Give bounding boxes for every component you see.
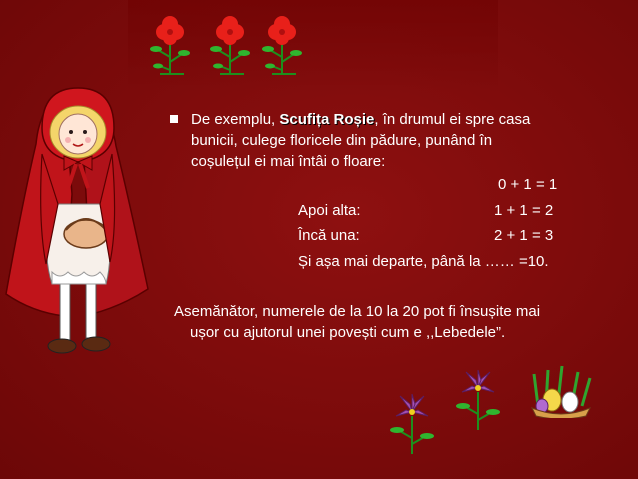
little-red-riding-hood-illustration bbox=[2, 84, 152, 359]
bullet-line-2: bunicii, culege floricele din pădure, punând în bbox=[191, 132, 493, 149]
equation-expr: 0 + 1 = 1 bbox=[498, 176, 558, 193]
paragraph-line-1: Asemănător, numerele de la 10 la 20 pot fi însușite mai bbox=[174, 303, 541, 320]
paragraph-line-2: ușor cu ajutorul unei povești cum e ,,Lebedele”. bbox=[190, 324, 506, 341]
bullet-marker bbox=[170, 115, 178, 123]
last-line: Și așa mai departe, până la …… =10. bbox=[298, 253, 549, 270]
red-flower-icon bbox=[252, 12, 312, 82]
equation-expr: 1 + 1 = 2 bbox=[494, 202, 554, 219]
highlight-title: Scufița Roșie bbox=[279, 111, 375, 128]
bullet-prefix: De exemplu, bbox=[191, 111, 280, 128]
easter-basket-icon bbox=[528, 362, 594, 418]
purple-flower-icon bbox=[382, 390, 442, 460]
red-flower-icon bbox=[200, 12, 260, 82]
purple-flower-icon bbox=[448, 366, 508, 436]
red-flower-icon bbox=[140, 12, 200, 82]
bullet-line-1 bbox=[191, 110, 530, 129]
equation-label: Încă una: bbox=[298, 227, 360, 244]
bullet-line-3: coșulețul ei mai întâi o floare: bbox=[191, 153, 386, 170]
bullet-suffix: , în drumul ei spre casa bbox=[374, 111, 531, 128]
equation-label: Apoi alta: bbox=[298, 202, 361, 219]
equation-expr: 2 + 1 = 3 bbox=[494, 227, 554, 244]
